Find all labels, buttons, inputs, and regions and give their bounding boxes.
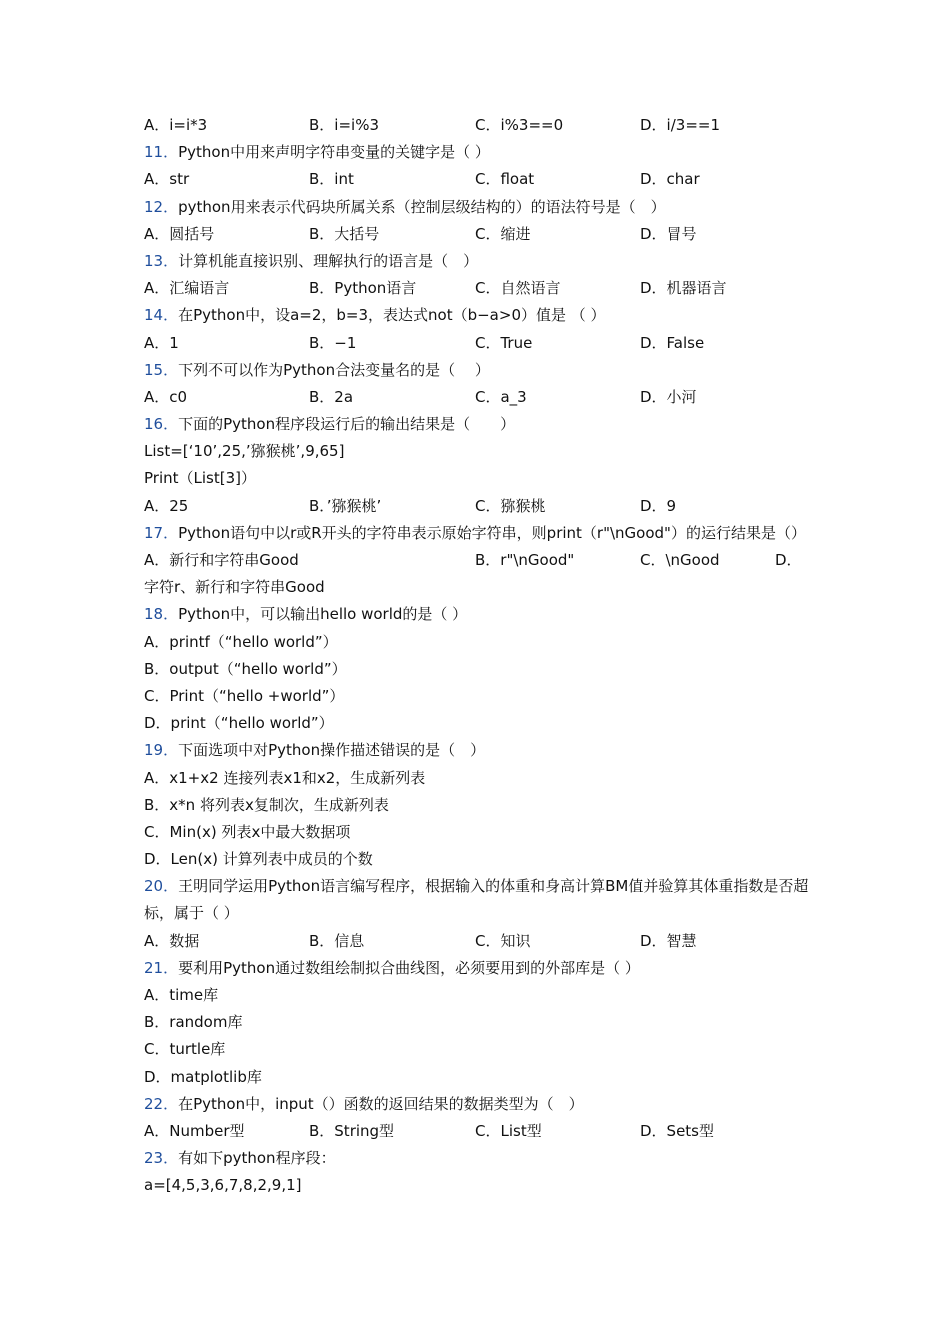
option-a: A．圆括号: [144, 224, 215, 243]
question-15-options: [144, 384, 809, 411]
question-13-stem: [144, 248, 809, 275]
option-c: C．知识: [475, 931, 531, 950]
question-14-stem: [144, 302, 809, 329]
option-d: D．False: [640, 333, 705, 352]
option-d-continued: 字符r、新行和字符串Good: [144, 578, 325, 597]
option-c: C．Print（“hello +world”）: [144, 686, 345, 705]
option-a: A．x1+x2 连接列表x1和x2，生成新列表: [144, 768, 426, 787]
option-b: B．int: [309, 170, 354, 189]
question-text: Python语句中以r或R开头的字符串表示原始字符串，则print（r"\nGood"）的运行结果是（）: [178, 523, 806, 542]
option-c: C．缩进: [475, 224, 531, 243]
question-text: 王明同学运用Python语言编写程序，根据输入的体重和身高计算BM值并验算其体重指数是否超标，属于（ ）: [144, 877, 809, 923]
option-d: D．i/3==1: [640, 116, 720, 134]
question-text: 计算机能直接识别、理解执行的语言是（ ）: [178, 251, 479, 270]
option-d: D．char: [640, 170, 700, 189]
question-number: 19．: [144, 741, 179, 760]
option-b: B．Python语言: [309, 279, 417, 298]
question-number: 12．: [144, 197, 179, 216]
question-number: 16．: [144, 415, 179, 434]
question-20-stem: [144, 873, 809, 927]
option-d: D．print（“hello world”）: [144, 714, 334, 733]
question-number: 11．: [144, 143, 179, 162]
option-d: D．机器语言: [640, 279, 727, 298]
option-a: A．c0: [144, 387, 188, 406]
option-a: A．25: [144, 496, 189, 515]
option-a: A．数据: [144, 931, 200, 950]
question-16-options: [144, 493, 809, 520]
option-c: C．i%3==0: [475, 116, 564, 134]
option-d: D．: [775, 551, 802, 570]
option-a: A．time库: [144, 986, 219, 1005]
option-c: C．自然语言: [475, 279, 561, 298]
question-11-stem: [144, 139, 809, 166]
question-23-stem: [144, 1145, 809, 1172]
question-number: 21．: [144, 958, 179, 977]
question-20-options: [144, 928, 809, 955]
question-number: 17．: [144, 523, 179, 542]
code-line: List=[‘10’,25,’猕猴桃’,9,65]: [144, 442, 345, 461]
code-line: Print（List[3]）: [144, 469, 256, 488]
option-b: B．信息: [309, 931, 365, 950]
question-text: 在Python中，设a=2，b=3，表达式not（b−a>0）值是 （ ）: [178, 306, 606, 325]
question-text: 下列不可以作为Python合法变量名的是（ ）: [178, 360, 490, 379]
question-19-stem: [144, 737, 809, 764]
option-b: B．大括号: [309, 224, 380, 243]
option-d: D．冒号: [640, 224, 697, 243]
question-text: 下面选项中对Python操作描述错误的是（ ）: [178, 741, 486, 760]
option-c: C．a_3: [475, 387, 527, 406]
question-14-options: [144, 330, 809, 357]
question-number: 18．: [144, 605, 179, 624]
option-b: B．x*n 将列表x复制次，生成新列表: [144, 795, 389, 814]
option-a: A．1: [144, 333, 179, 352]
question-number: 20．: [144, 877, 179, 896]
question-text: 下面的Python程序段运行后的输出结果是（ ）: [178, 415, 516, 434]
question-number: 15．: [144, 360, 179, 379]
question-22-options: [144, 1118, 809, 1145]
question-18-stem: [144, 601, 809, 628]
option-c: C．Min(x) 列表x中最大数据项: [144, 822, 351, 841]
option-a: A．str: [144, 170, 190, 189]
question-16-stem: [144, 411, 809, 438]
question-13-options: [144, 275, 809, 302]
question-17-stem: [144, 520, 809, 547]
question-number: 14．: [144, 306, 179, 325]
question-list: [144, 112, 809, 1200]
option-c: C．True: [475, 333, 533, 352]
option-b: B．’猕猴桃’: [309, 496, 382, 515]
option-b: B．output（“hello world”）: [144, 659, 347, 678]
question-17-options: [144, 547, 809, 574]
question-11-options: [144, 166, 809, 193]
code-line: a=[4,5,3,6,7,8,2,9,1]: [144, 1176, 302, 1195]
option-b: B．random库: [144, 1013, 243, 1032]
option-a: A．i=i*3: [144, 116, 208, 134]
question-text: 有如下python程序段：: [178, 1149, 336, 1168]
question-text: 要利用Python通过数组绘制拟合曲线图，必须要用到的外部库是（ ）: [178, 958, 640, 977]
question-number: 22．: [144, 1094, 179, 1113]
option-b: B．r"\nGood": [475, 551, 575, 570]
option-a: A．Number型: [144, 1121, 245, 1140]
question-12-stem: [144, 194, 809, 221]
question-text: Python中用来声明字符串变量的关键字是（ ）: [178, 143, 490, 162]
question-number: 13．: [144, 251, 179, 270]
option-a: A．汇编语言: [144, 279, 230, 298]
option-c: C．float: [475, 170, 535, 189]
question-15-stem: [144, 357, 809, 384]
option-d: D．matplotlib库: [144, 1067, 262, 1086]
question-21-stem: [144, 955, 809, 982]
option-b: B．String型: [309, 1121, 395, 1140]
option-c: C．List型: [475, 1121, 542, 1140]
question-text: python用来表示代码块所属关系（控制层级结构的）的语法符号是（ ）: [178, 197, 666, 216]
option-b: B．−1: [309, 333, 357, 352]
option-d: D．Len(x) 计算列表中成员的个数: [144, 850, 373, 869]
option-a: A．新行和字符串Good: [144, 551, 299, 570]
question-22-stem: [144, 1091, 809, 1118]
option-b: B．2a: [309, 387, 354, 406]
option-d: D．Sets型: [640, 1121, 714, 1140]
option-d: D．9: [640, 496, 677, 515]
option-a: A．printf（“hello world”）: [144, 632, 338, 651]
question-12-options: [144, 221, 809, 248]
option-b: B．i=i%3: [309, 116, 379, 134]
question-text: Python中，可以输出hello world的是（ ）: [178, 605, 468, 624]
option-d: D．小河: [640, 387, 697, 406]
option-c: C．猕猴桃: [475, 496, 546, 515]
option-d: D．智慧: [640, 931, 697, 950]
option-c: C．turtle库: [144, 1040, 226, 1059]
question-text: 在Python中，input（）函数的返回结果的数据类型为（ ）: [178, 1094, 584, 1113]
option-c: C．\nGood: [640, 551, 720, 570]
prev-question-options: [144, 112, 809, 139]
question-number: 23．: [144, 1149, 179, 1168]
